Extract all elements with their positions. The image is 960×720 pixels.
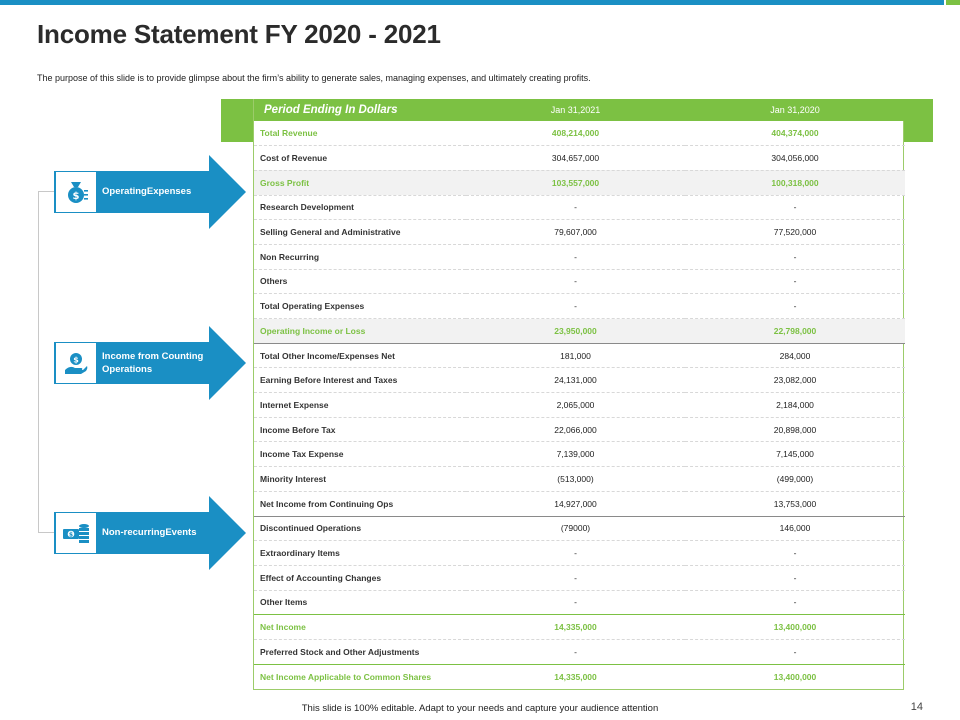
table-row [254,590,905,615]
row-label: Earning Before Interest and Taxes [254,368,466,393]
value-2020: 304,056,000 [685,146,905,171]
row-label: Total Operating Expenses [254,294,466,319]
value-2021: 79,607,000 [466,220,685,245]
row-label: Effect of Accounting Changes [254,565,466,590]
table-row [254,319,905,344]
row-label: Preferred Stock and Other Adjustments [254,639,466,664]
value-2021: - [466,195,685,220]
footer-note: This slide is 100% editable. Adapt to your needs and capture your audience attention [301,703,659,714]
value-2020: - [685,590,905,615]
table-row [254,269,905,294]
table-row [254,467,905,492]
value-2020: 146,000 [685,516,905,541]
row-label: Other Items [254,590,466,615]
value-2020: 13,400,000 [773,671,817,682]
page-title: Income Statement FY 2020 - 2021 [37,19,441,49]
svg-text:$: $ [72,191,80,202]
value-2021: - [466,639,685,664]
value-2021: 304,657,000 [466,146,685,171]
table-row [254,121,905,146]
row-label: Internet Expense [254,393,466,418]
row-label: Operating Income or Loss [254,319,466,344]
top-accent-green [946,0,960,5]
value-2020: - [685,294,905,319]
table-row [254,664,905,689]
value-2021: - [466,294,685,319]
table-row [254,615,905,640]
table-row [254,343,905,368]
value-2021: - [466,565,685,590]
page-subtitle: The purpose of this slide is to provide glimpse about the firm’s ability to generate sales, managing expenses, and ultimately creating profits. [37,73,591,83]
cash-stack-icon [55,512,97,554]
row-label: Net Income [254,615,466,640]
row-label: Research Development [254,195,466,220]
value-2021: 181,000 [466,343,685,368]
value-2020: - [685,244,905,269]
svg-text:$: $ [73,355,79,365]
value-2021: 7,139,000 [466,442,685,467]
table-row [254,491,905,516]
value-2021: - [466,244,685,269]
value-2020: 22,798,000 [685,319,905,344]
value-2020: - [685,565,905,590]
callout-non-recurring-events [54,496,246,570]
value-2021: - [466,541,685,566]
table-row [254,244,905,269]
money-bag-icon [55,171,97,213]
value-2021: 14,335,000 [554,671,597,682]
value-2020: 2,184,000 [685,393,905,418]
value-2020: 20,898,000 [685,417,905,442]
value-2021: (79000) [466,516,685,541]
value-2020: 77,520,000 [685,220,905,245]
row-label: Net Income from Continuing Ops [254,491,466,516]
value-2021: 22,066,000 [466,417,685,442]
table-row [254,541,905,566]
value-2020: - [685,541,905,566]
value-2021: 14,927,000 [466,491,685,516]
table-row [254,368,905,393]
row-label: Non Recurring [254,244,466,269]
row-label: Minority Interest [254,467,466,492]
table-header-row [254,99,905,121]
value-2021: (513,000) [466,467,685,492]
value-2020: 13,753,000 [685,491,905,516]
value-2020: (499,000) [685,467,905,492]
row-label: Total Revenue [254,121,466,146]
callout-label: Income from Counting Operations [102,351,204,375]
svg-text:$: $ [68,531,74,539]
callout-connector [38,191,54,533]
table-row [254,565,905,590]
table-row [254,146,905,171]
value-2020: 7,145,000 [685,442,905,467]
value-2020: 100,318,000 [685,170,905,195]
column-header-2020: Jan 31,2020 [685,99,905,121]
value-2021: 24,131,000 [466,368,685,393]
value-2021: 2,065,000 [466,393,685,418]
row-label: Others [254,269,466,294]
value-2020: - [685,195,905,220]
table-row [254,639,905,664]
value-2021: 23,950,000 [466,319,685,344]
row-label: Net Income Applicable to Common Shares [260,671,432,682]
table-row [254,417,905,442]
row-label: Selling General and Administrative [254,220,466,245]
column-header-2021: Jan 31,2021 [466,99,685,121]
income-statement-table [253,99,904,690]
callout-label: OperatingExpenses [102,186,192,197]
row-label: Gross Profit [254,170,466,195]
row-label: Total Other Income/Expenses Net [254,343,466,368]
table-row [254,195,905,220]
value-2021: 14,335,000 [466,615,685,640]
table-row [254,516,905,541]
value-2020: 13,400,000 [685,615,905,640]
row-label: Discontinued Operations [254,516,466,541]
table-row [254,442,905,467]
page-number: 14 [910,701,923,713]
value-2020: - [685,269,905,294]
table-row [254,393,905,418]
row-label: Income Tax Expense [254,442,466,467]
value-2021: 103,557,000 [466,170,685,195]
hand-coin-icon [55,342,97,384]
value-2021: 408,214,000 [466,121,685,146]
row-label: Cost of Revenue [254,146,466,171]
row-label: Extraordinary Items [254,541,466,566]
table-row [254,220,905,245]
value-2020: 23,082,000 [685,368,905,393]
value-2021: - [466,590,685,615]
value-2021: - [466,269,685,294]
column-header-period: Period Ending In Dollars [254,99,466,121]
table-row [254,294,905,319]
value-2020: 404,374,000 [685,121,905,146]
callout-income-continuing-operations [54,326,246,400]
table-row [254,170,905,195]
value-2020: - [685,639,905,664]
callout-operating-expenses [54,155,246,229]
callout-label: Non-recurringEvents [102,527,197,538]
row-label: Income Before Tax [254,417,466,442]
top-accent-bar [0,0,944,5]
value-2020: 284,000 [685,343,905,368]
